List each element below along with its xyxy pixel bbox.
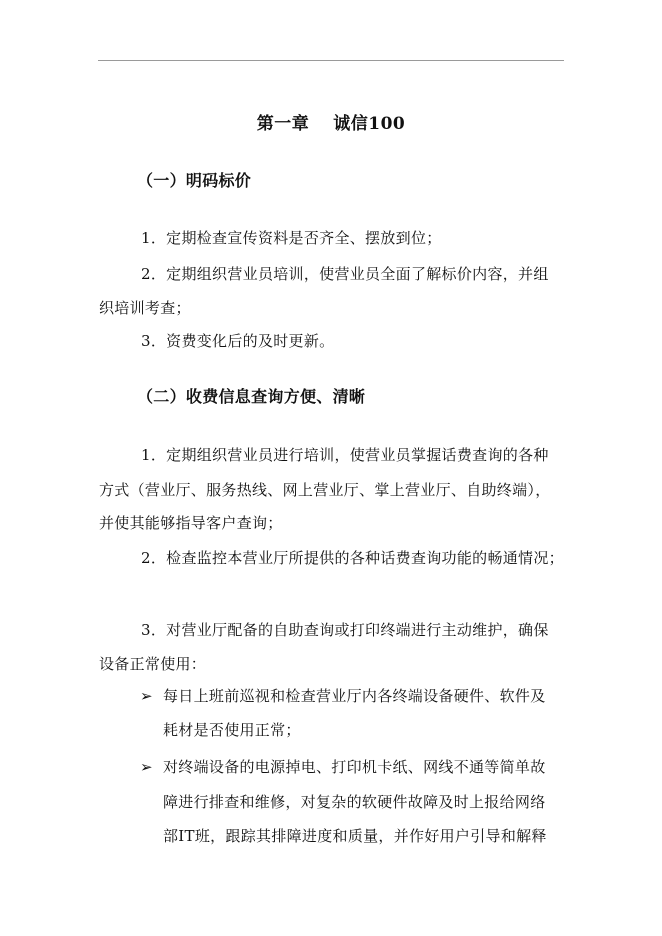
bullet-arrow-icon: ➢ [140, 687, 153, 705]
bullet-arrow-icon: ➢ [140, 758, 153, 776]
section-2-line-4: 2．检查监控本营业厅所提供的各种话费查询功能的畅通情况； [141, 549, 564, 567]
section-2-line-6: 设备正常使用： [99, 655, 207, 673]
section-heading-2: （二）收费信息查询方便、清晰 [137, 387, 366, 406]
bullet-1-line-1: 每日上班前巡视和检查营业厅内各终端设备硬件、软件及 [163, 687, 546, 705]
bullet-2-line-2: 障进行排查和维修，对复杂的软硬件故障及时上报给网络 [163, 793, 546, 811]
section-2-line-3: 并使其能够指导客户查询； [99, 514, 283, 532]
section-1-line-1: 1．定期检查宣传资料是否齐全、摆放到位； [141, 229, 442, 247]
chapter-name: 诚信100 [333, 114, 406, 134]
header-rule [98, 60, 564, 61]
bullet-1-line-2: 耗材是否使用正常； [163, 721, 301, 739]
section-2-line-5: 3．对营业厅配备的自助查询或打印终端进行主动维护，确保 [141, 621, 549, 639]
chapter-number: 第一章 [256, 114, 310, 134]
section-1-line-4: 3．资费变化后的及时更新。 [141, 332, 335, 350]
bullet-2-line-1: 对终端设备的电源掉电、打印机卡纸、网线不通等简单故 [163, 758, 546, 776]
section-1-line-3: 织培训考查； [99, 299, 191, 317]
section-1-line-2: 2．定期组织营业员培训，使营业员全面了解标价内容，并组 [141, 265, 549, 283]
section-2-line-2: 方式（营业厅、服务热线、网上营业厅、掌上营业厅、自助终端）， [99, 481, 551, 499]
chapter-title [0, 109, 662, 134]
section-heading-1: （一）明码标价 [137, 171, 252, 190]
bullet-2-line-3: 部IT班，跟踪其排障进度和质量，并作好用户引导和解释 [163, 827, 547, 845]
section-2-line-1: 1．定期组织营业员进行培训，使营业员掌握话费查询的各种 [141, 446, 549, 464]
